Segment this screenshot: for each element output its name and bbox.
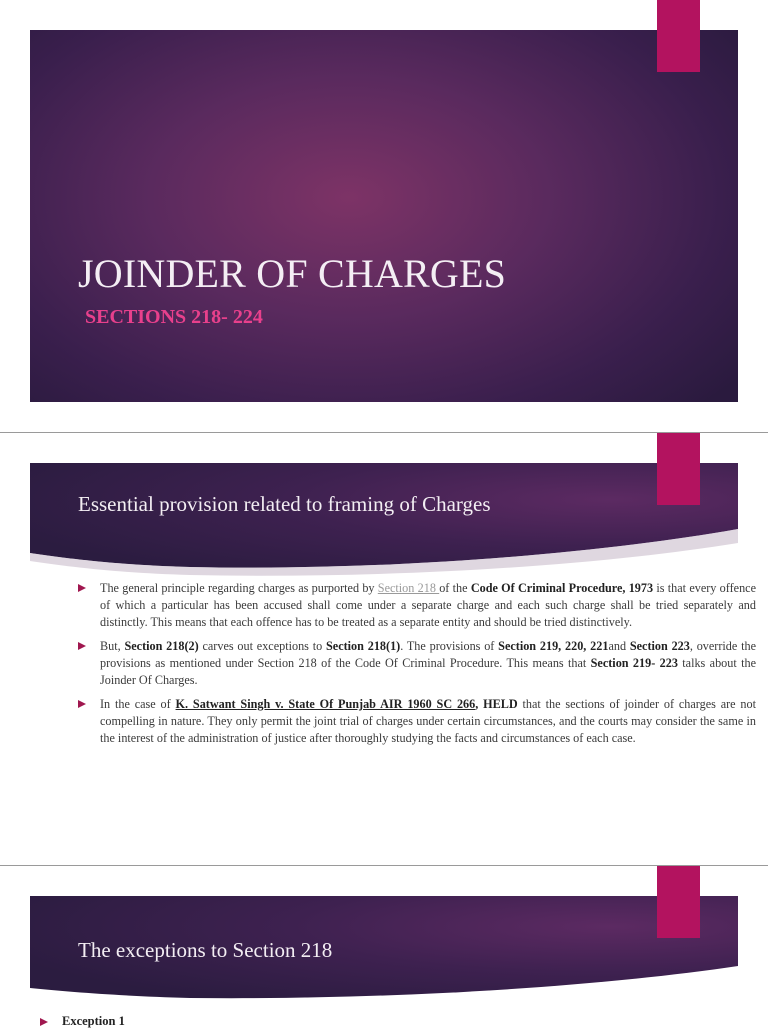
section-banner [30,896,738,1006]
case-citation: K. Satwant Singh v. State Of Punjab AIR 1960 SC 266 [175,697,476,711]
slide-heading: The exceptions to Section 218 [78,938,333,962]
accent-tab [657,0,700,72]
slide-heading: Essential provision related to framing of Charges [78,492,491,516]
list-item: But, Section 218(2) carves out exceptions to Section 218(1). The provisions of Section 219, 220, 221and Section 223, override the provisions as mentioned under Section 218 of the Code Of Criminal Procedure. This means that Section 219- 223 talks about the Joinder Of Charges. [78,638,756,689]
slide-divider [0,432,768,433]
slide-title: JOINDER OF CHARGES [78,251,507,296]
slide-divider [0,865,768,866]
accent-tab [657,433,700,505]
triangle-bullet-icon [78,700,86,708]
list-item: The general principle regarding charges as purported by Section 218 of the Code Of Criminal Procedure, 1973 is that every offence of which a particular has been accused shall come under a separate charge and each such charge shall be tried separately and distinctly. This means that each offence has to be treated as a separate entity and should be tried distinctively. [78,580,756,631]
section-banner [30,463,738,583]
bullet-list [78,580,756,754]
accent-tab [657,866,700,938]
section-link[interactable]: Section 218 [377,581,440,595]
banner-shape [30,463,738,583]
triangle-bullet-icon [78,642,86,650]
title-slide-background [30,30,738,402]
triangle-bullet-icon [40,1018,48,1026]
list-item: In the case of K. Satwant Singh v. State Of Punjab AIR 1960 SC 266, HELD that the sections of joinder of charges are not compelling in nature. They only permit the joint trial of charges under certain circumstances, and the courts may consider the same in the interest of the administration of justice after thoroughly studying the facts and circumstances of each case. [78,696,756,747]
slide-subtitle: SECTIONS 218- 224 [85,306,263,328]
triangle-bullet-icon [78,584,86,592]
list-item: Exception 1 [40,1014,125,1029]
